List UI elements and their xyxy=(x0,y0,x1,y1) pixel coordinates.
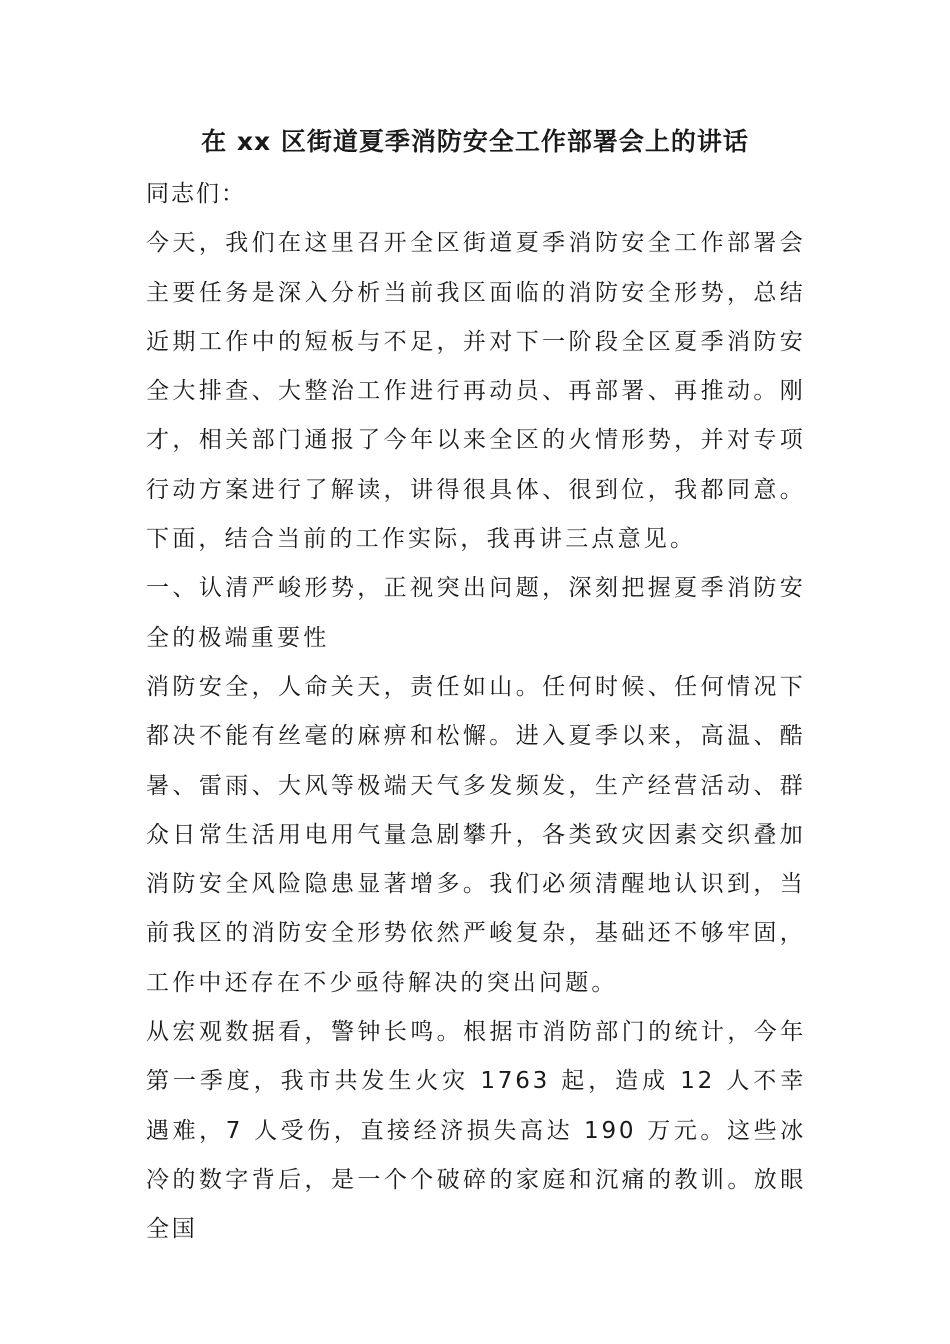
document-body xyxy=(146,170,806,1255)
document-title: 在 xx 区街道夏季消防安全工作部署会上的讲话 xyxy=(201,127,749,156)
greeting: 同志们： xyxy=(146,181,246,207)
paragraph-statistics: 从宏观数据看，警钟长鸣。根据市消防部门的统计，今年第一季度，我市共发生火灾 1763 起，造成 12 人不幸遇难，7 人受伤，直接经济损失高达 190 万元。这些冰冷的数字背后，是一个个破碎的家庭和沉痛的教训。放眼全国 xyxy=(146,1019,806,1243)
paragraph-opening: 今天，我们在这里召开全区街道夏季消防安全工作部署会主要任务是深入分析当前我区面临的消防安全形势，总结近期工作中的短板与不足，并对下一阶段全区夏季消防安全大排查、大整治工作进行再动员、再部署、再推动。刚才，相关部门通报了今年以来全区的火情形势，并对专项行动方案进行了解读，讲得很具体、很到位，我都同意。下面，结合当前的工作实际，我再讲三点意见。 xyxy=(146,230,806,553)
section-heading-one: 一、认清严峻形势，正视突出问题，深刻把握夏季消防安全的极端重要性 xyxy=(146,575,806,651)
paragraph-situation: 消防安全，人命关天，责任如山。任何时候、任何情况下都决不能有丝毫的麻痹和松懈。进入夏季以来，高温、酷暑、雷雨、大风等极端天气多发频发，生产经营活动、群众日常生活用电用气量急剧攀升，各类致灾因素交织叠加消防安全风险隐患显著增多。我们必须清醒地认识到，当前我区的消防安全形势依然严峻复杂，基础还不够牢固，工作中还存在不少亟待解决的突出问题。 xyxy=(146,673,806,996)
